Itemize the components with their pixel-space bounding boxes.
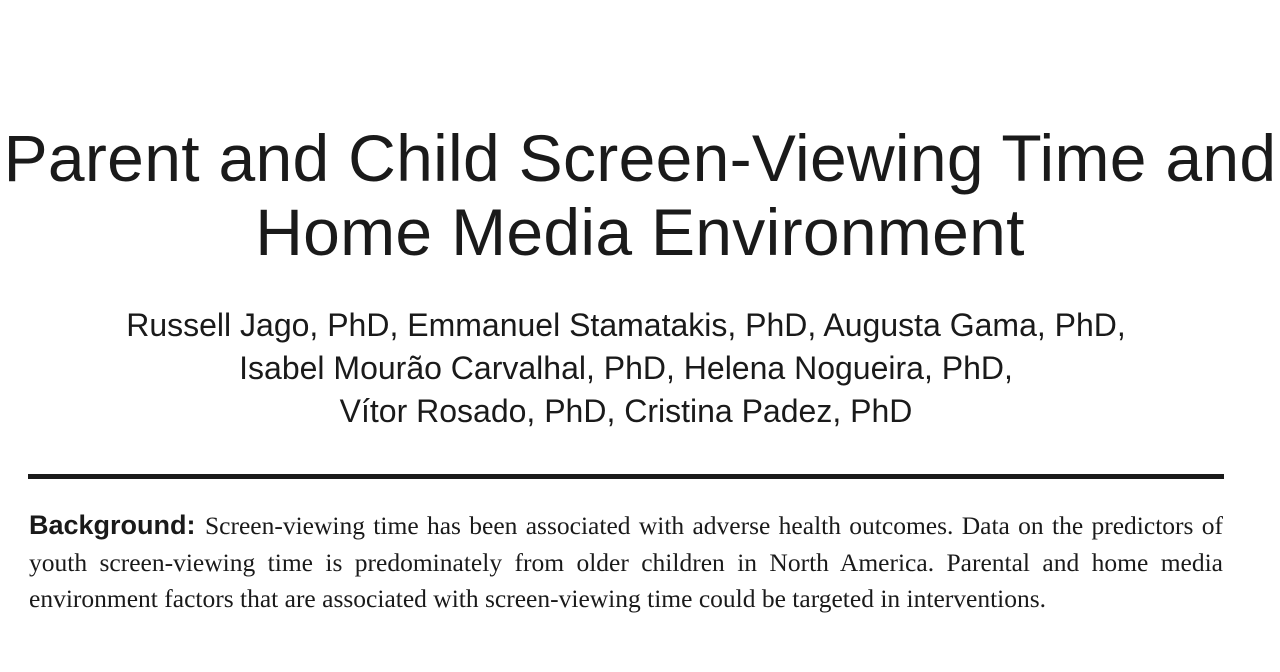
title-line-2: Home Media Environment [255, 195, 1025, 269]
author-line-3: Vítor Rosado, PhD, Cristina Padez, PhD [339, 393, 913, 429]
background-label: Background: [29, 510, 205, 540]
author-line-2: Isabel Mourão Carvalhal, PhD, Helena Nogueira, PhD, [239, 350, 1013, 386]
author-line-1: Russell Jago, PhD, Emmanuel Stamatakis, PhD, Augusta Gama, PhD, [126, 307, 1126, 343]
section-divider [28, 474, 1224, 479]
abstract-background [29, 507, 1223, 618]
background-text: Screen-viewing time has been associated with adverse health outcomes. Data on the predictors of youth screen-viewing time is predominately from older children in North America. Parental and home media environment factors that are associated with screen-viewing time could be targeted in interventions. [29, 511, 1224, 613]
article-title [0, 121, 1280, 269]
author-list [0, 304, 1252, 433]
title-line-1: Parent and Child Screen-Viewing Time and [3, 121, 1277, 195]
